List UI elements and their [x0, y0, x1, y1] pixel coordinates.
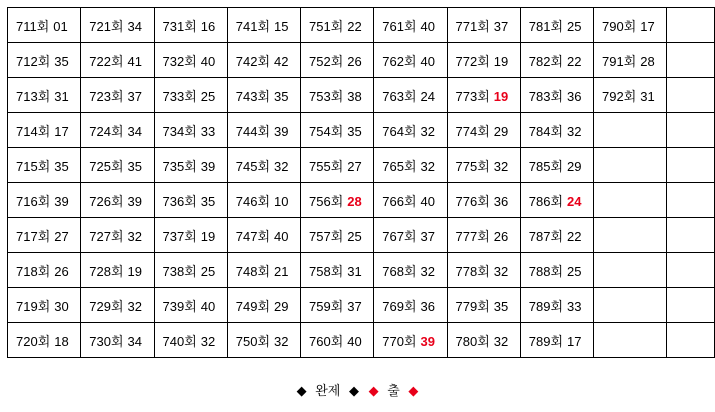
draw-number-label: 754회	[309, 123, 344, 139]
draw-number-label: 715회	[16, 158, 51, 174]
table-row	[8, 323, 715, 358]
draw-value: 26	[493, 228, 509, 244]
diamond-icon-1: ◆	[296, 383, 307, 398]
draw-value: 35	[54, 53, 69, 69]
draw-cell[interactable]	[8, 183, 81, 218]
diamond-icon-2: ◆	[348, 383, 359, 398]
draw-cell[interactable]	[447, 148, 520, 183]
draw-cell[interactable]	[81, 43, 154, 78]
draw-value: 28	[347, 193, 362, 209]
draw-cell[interactable]	[81, 183, 154, 218]
draw-value: 32	[493, 263, 509, 279]
draw-cell[interactable]	[594, 78, 667, 113]
draw-value: 35	[200, 193, 216, 209]
draw-cell[interactable]	[447, 288, 520, 323]
draw-cell[interactable]	[227, 8, 300, 43]
table-row	[8, 8, 715, 43]
draw-number-label: 737회	[162, 228, 197, 244]
draw-value: 22	[567, 228, 582, 244]
draw-value: 01	[53, 18, 68, 34]
draw-value: 29	[274, 298, 289, 314]
page-root	[0, 7, 715, 412]
draw-cell[interactable]	[81, 148, 154, 183]
draw-value: 32	[420, 123, 435, 139]
draw-value: 26	[54, 263, 69, 279]
empty-cell	[594, 113, 667, 148]
draw-value: 40	[200, 298, 216, 314]
draw-cell[interactable]	[227, 78, 300, 113]
draw-cell[interactable]	[374, 253, 447, 288]
draw-number-label: 785회	[528, 158, 563, 174]
empty-cell	[667, 113, 715, 148]
empty-cell	[667, 288, 715, 323]
draw-value: 39	[54, 193, 69, 209]
draw-number-label: 738회	[162, 263, 197, 279]
draw-cell[interactable]	[301, 253, 374, 288]
draw-cell[interactable]	[447, 183, 520, 218]
draw-number-label: 787회	[528, 228, 563, 244]
draw-number-label: 713회	[16, 88, 51, 104]
draw-number-label: 766회	[382, 193, 417, 209]
draw-cell[interactable]	[520, 113, 593, 148]
draw-cell[interactable]	[81, 253, 154, 288]
draw-number-label: 782회	[528, 53, 563, 69]
draw-number-label: 786회	[528, 193, 563, 209]
draw-value: 24	[567, 193, 582, 209]
draw-value: 15	[274, 18, 289, 34]
draw-value: 40	[420, 18, 435, 34]
draw-number-label: 764회	[382, 123, 417, 139]
draw-value: 32	[274, 158, 289, 174]
draw-cell[interactable]	[447, 113, 520, 148]
empty-cell	[594, 183, 667, 218]
draw-value: 32	[127, 228, 142, 244]
draw-number-label: 779회	[455, 298, 490, 314]
draw-cell[interactable]	[81, 78, 154, 113]
draw-number-label: 749회	[235, 298, 270, 314]
draw-number-label: 722회	[89, 53, 124, 69]
draw-cell[interactable]	[8, 8, 81, 43]
draw-cell[interactable]	[447, 253, 520, 288]
draw-value: 32	[420, 263, 435, 279]
draw-value: 39	[274, 123, 289, 139]
draw-value: 40	[347, 333, 362, 349]
footer-label-out: 출	[387, 383, 400, 398]
draw-number-label: 778회	[455, 263, 490, 279]
draw-number-label: 745회	[235, 158, 270, 174]
draw-cell[interactable]	[374, 78, 447, 113]
draw-cell[interactable]	[301, 8, 374, 43]
draw-number-label: 723회	[89, 88, 124, 104]
draw-number-label: 791회	[602, 53, 637, 69]
draw-cell[interactable]	[374, 8, 447, 43]
draw-value: 33	[567, 298, 582, 314]
draw-number-label: 790회	[602, 18, 637, 34]
draw-cell[interactable]	[374, 43, 447, 78]
draw-number-label: 752회	[309, 53, 344, 69]
draw-cell[interactable]	[301, 323, 374, 358]
draw-cell[interactable]	[154, 253, 227, 288]
draw-number-label: 746회	[235, 193, 270, 209]
draw-value: 19	[127, 263, 142, 279]
table-row	[8, 43, 715, 78]
draw-number-label: 742회	[235, 53, 270, 69]
empty-cell	[667, 183, 715, 218]
draw-number-label: 792회	[602, 88, 637, 104]
draw-value: 25	[567, 18, 582, 34]
draw-number-label: 784회	[528, 123, 563, 139]
draw-cell[interactable]	[81, 323, 154, 358]
draw-results-table	[7, 7, 715, 358]
draw-value: 40	[274, 228, 289, 244]
draw-number-label: 753회	[309, 88, 344, 104]
draw-number-label: 783회	[528, 88, 563, 104]
draw-value: 37	[347, 298, 362, 314]
draw-value: 25	[567, 263, 582, 279]
draw-value: 10	[274, 193, 289, 209]
empty-cell	[667, 253, 715, 288]
draw-cell[interactable]	[154, 218, 227, 253]
draw-number-label: 740회	[162, 333, 197, 349]
draw-number-label: 744회	[235, 123, 270, 139]
draw-value: 32	[493, 333, 509, 349]
draw-number-label: 774회	[455, 123, 490, 139]
draw-number-label: 767회	[382, 228, 417, 244]
draw-cell[interactable]	[301, 148, 374, 183]
draw-cell[interactable]	[154, 113, 227, 148]
draw-value: 25	[200, 88, 216, 104]
draw-number-label: 717회	[16, 228, 51, 244]
table-row	[8, 148, 715, 183]
draw-cell[interactable]	[520, 218, 593, 253]
draw-value: 39	[127, 193, 142, 209]
empty-cell	[594, 148, 667, 183]
draw-value: 40	[420, 53, 435, 69]
draw-value: 35	[54, 158, 69, 174]
table-row	[8, 113, 715, 148]
draw-number-label: 719회	[16, 298, 51, 314]
table-body	[8, 8, 715, 358]
draw-number-label: 732회	[162, 53, 197, 69]
draw-number-label: 761회	[382, 18, 417, 34]
draw-number-label: 769회	[382, 298, 417, 314]
diamond-icon-4: ◆	[408, 383, 419, 398]
draw-value: 32	[200, 333, 216, 349]
draw-number-label: 714회	[16, 123, 51, 139]
draw-number-label: 772회	[455, 53, 490, 69]
draw-value: 24	[420, 88, 435, 104]
draw-value: 29	[493, 123, 509, 139]
draw-number-label: 725회	[89, 158, 124, 174]
draw-cell[interactable]	[227, 183, 300, 218]
draw-value: 37	[493, 18, 509, 34]
draw-number-label: 768회	[382, 263, 417, 279]
draw-cell[interactable]	[154, 148, 227, 183]
draw-cell[interactable]	[520, 323, 593, 358]
draw-number-label: 756회	[309, 193, 344, 209]
draw-number-label: 776회	[455, 193, 490, 209]
draw-cell[interactable]	[8, 288, 81, 323]
table-row	[8, 218, 715, 253]
draw-number-label: 730회	[89, 333, 124, 349]
draw-number-label: 739회	[162, 298, 197, 314]
draw-value: 37	[420, 228, 435, 244]
draw-cell[interactable]	[594, 43, 667, 78]
draw-value: 17	[54, 123, 69, 139]
draw-number-label: 773회	[455, 88, 490, 104]
empty-cell	[667, 8, 715, 43]
draw-cell[interactable]	[81, 113, 154, 148]
empty-cell	[667, 78, 715, 113]
draw-value: 26	[347, 53, 362, 69]
draw-cell[interactable]	[301, 78, 374, 113]
draw-number-label: 728회	[89, 263, 124, 279]
draw-number-label: 775회	[455, 158, 490, 174]
draw-cell[interactable]	[374, 148, 447, 183]
draw-cell[interactable]	[301, 288, 374, 323]
draw-number-label: 789회	[528, 298, 563, 314]
draw-value: 17	[640, 18, 655, 34]
draw-cell[interactable]	[374, 288, 447, 323]
draw-cell[interactable]	[520, 8, 593, 43]
draw-number-label: 743회	[235, 88, 270, 104]
draw-value: 39	[200, 158, 216, 174]
draw-number-label: 759회	[309, 298, 344, 314]
draw-number-label: 777회	[455, 228, 490, 244]
empty-cell	[594, 218, 667, 253]
draw-cell[interactable]	[520, 78, 593, 113]
draw-number-label: 747회	[235, 228, 270, 244]
draw-value: 17	[567, 333, 582, 349]
draw-number-label: 751회	[309, 18, 344, 34]
draw-number-label: 716회	[16, 193, 51, 209]
draw-value: 27	[347, 158, 362, 174]
draw-cell[interactable]	[81, 288, 154, 323]
draw-cell[interactable]	[520, 183, 593, 218]
draw-value: 16	[200, 18, 216, 34]
draw-value: 36	[420, 298, 435, 314]
draw-cell[interactable]	[154, 323, 227, 358]
empty-cell	[667, 148, 715, 183]
draw-number-label: 734회	[162, 123, 197, 139]
draw-value: 32	[420, 158, 435, 174]
empty-cell	[667, 218, 715, 253]
draw-cell[interactable]	[8, 323, 81, 358]
draw-cell[interactable]	[154, 288, 227, 323]
draw-number-label: 750회	[235, 333, 270, 349]
footer-marker-row	[0, 380, 715, 399]
draw-value: 19	[200, 228, 216, 244]
draw-value: 28	[640, 53, 655, 69]
draw-number-label: 741회	[235, 18, 270, 34]
draw-cell[interactable]	[227, 113, 300, 148]
draw-cell[interactable]	[227, 288, 300, 323]
draw-value: 42	[274, 53, 289, 69]
diamond-icon-3: ◆	[368, 383, 379, 398]
draw-cell[interactable]	[374, 323, 447, 358]
draw-value: 32	[274, 333, 289, 349]
draw-cell[interactable]	[447, 218, 520, 253]
draw-cell[interactable]	[520, 253, 593, 288]
draw-cell[interactable]	[447, 43, 520, 78]
draw-value: 34	[127, 18, 142, 34]
draw-cell[interactable]	[8, 113, 81, 148]
draw-value: 33	[200, 123, 216, 139]
draw-cell[interactable]	[594, 8, 667, 43]
draw-value: 22	[567, 53, 582, 69]
draw-number-label: 780회	[455, 333, 490, 349]
draw-value: 32	[493, 158, 509, 174]
draw-value: 30	[54, 298, 69, 314]
draw-value: 40	[420, 193, 435, 209]
draw-value: 34	[127, 123, 142, 139]
draw-cell[interactable]	[447, 323, 520, 358]
draw-value: 22	[347, 18, 362, 34]
draw-number-label: 736회	[162, 193, 197, 209]
draw-value: 35	[347, 123, 362, 139]
draw-cell[interactable]	[301, 218, 374, 253]
draw-number-label: 721회	[89, 18, 124, 34]
draw-cell[interactable]	[301, 43, 374, 78]
draw-value: 40	[200, 53, 216, 69]
footer-label-complete: 완제	[315, 383, 341, 398]
draw-cell[interactable]	[301, 113, 374, 148]
draw-value: 25	[347, 228, 362, 244]
draw-cell[interactable]	[227, 148, 300, 183]
draw-cell[interactable]	[81, 8, 154, 43]
draw-number-label: 763회	[382, 88, 417, 104]
draw-cell[interactable]	[447, 78, 520, 113]
draw-number-label: 789회	[528, 333, 563, 349]
draw-value: 18	[54, 333, 69, 349]
draw-cell[interactable]	[154, 8, 227, 43]
empty-cell	[594, 323, 667, 358]
draw-value: 29	[567, 158, 582, 174]
draw-number-label: 748회	[235, 263, 270, 279]
table-row	[8, 253, 715, 288]
draw-value: 19	[493, 88, 509, 104]
draw-cell[interactable]	[520, 288, 593, 323]
draw-number-label: 726회	[89, 193, 124, 209]
draw-number-label: 733회	[162, 88, 197, 104]
draw-cell[interactable]	[374, 183, 447, 218]
draw-number-label: 720회	[16, 333, 51, 349]
draw-number-label: 770회	[382, 333, 417, 349]
draw-cell[interactable]	[301, 183, 374, 218]
draw-value: 36	[493, 193, 509, 209]
draw-value: 31	[640, 88, 655, 104]
table-row	[8, 183, 715, 218]
empty-cell	[594, 253, 667, 288]
draw-value: 31	[54, 88, 69, 104]
draw-cell[interactable]	[8, 148, 81, 183]
draw-value: 27	[54, 228, 69, 244]
draw-number-label: 788회	[528, 263, 563, 279]
draw-value: 38	[347, 88, 362, 104]
draw-cell[interactable]	[227, 218, 300, 253]
draw-number-label: 757회	[309, 228, 344, 244]
draw-number-label: 724회	[89, 123, 124, 139]
draw-value: 32	[567, 123, 582, 139]
draw-cell[interactable]	[374, 113, 447, 148]
draw-number-label: 762회	[382, 53, 417, 69]
draw-value: 35	[493, 298, 509, 314]
draw-number-label: 760회	[309, 333, 344, 349]
draw-number-label: 755회	[309, 158, 344, 174]
draw-cell[interactable]	[520, 43, 593, 78]
draw-cell[interactable]	[8, 78, 81, 113]
draw-number-label: 735회	[162, 158, 197, 174]
draw-cell[interactable]	[447, 8, 520, 43]
draw-cell[interactable]	[520, 148, 593, 183]
draw-number-label: 718회	[16, 263, 51, 279]
draw-cell[interactable]	[154, 43, 227, 78]
draw-cell[interactable]	[154, 183, 227, 218]
draw-number-label: 758회	[309, 263, 344, 279]
empty-cell	[594, 288, 667, 323]
table-row	[8, 78, 715, 113]
draw-value: 21	[274, 263, 289, 279]
draw-number-label: 765회	[382, 158, 417, 174]
draw-value: 36	[567, 88, 582, 104]
draw-number-label: 729회	[89, 298, 124, 314]
draw-cell[interactable]	[154, 78, 227, 113]
draw-number-label: 712회	[16, 53, 51, 69]
draw-cell[interactable]	[227, 43, 300, 78]
draw-value: 19	[493, 53, 509, 69]
draw-value: 25	[200, 263, 216, 279]
empty-cell	[667, 323, 715, 358]
draw-cell[interactable]	[227, 323, 300, 358]
draw-number-label: 781회	[528, 18, 563, 34]
empty-cell	[667, 43, 715, 78]
draw-cell[interactable]	[374, 218, 447, 253]
draw-number-label: 771회	[455, 18, 490, 34]
draw-number-label: 731회	[162, 18, 197, 34]
draw-cell[interactable]	[81, 218, 154, 253]
draw-value: 35	[274, 88, 289, 104]
draw-cell[interactable]	[8, 253, 81, 288]
draw-value: 39	[420, 333, 435, 349]
draw-value: 41	[127, 53, 142, 69]
draw-value: 34	[127, 333, 142, 349]
draw-value: 37	[127, 88, 142, 104]
draw-value: 31	[347, 263, 362, 279]
draw-cell[interactable]	[8, 43, 81, 78]
draw-cell[interactable]	[227, 253, 300, 288]
draw-number-label: 711회	[16, 18, 50, 34]
draw-number-label: 727회	[89, 228, 124, 244]
table-row	[8, 288, 715, 323]
draw-value: 32	[127, 298, 142, 314]
draw-value: 35	[127, 158, 142, 174]
draw-cell[interactable]	[8, 218, 81, 253]
